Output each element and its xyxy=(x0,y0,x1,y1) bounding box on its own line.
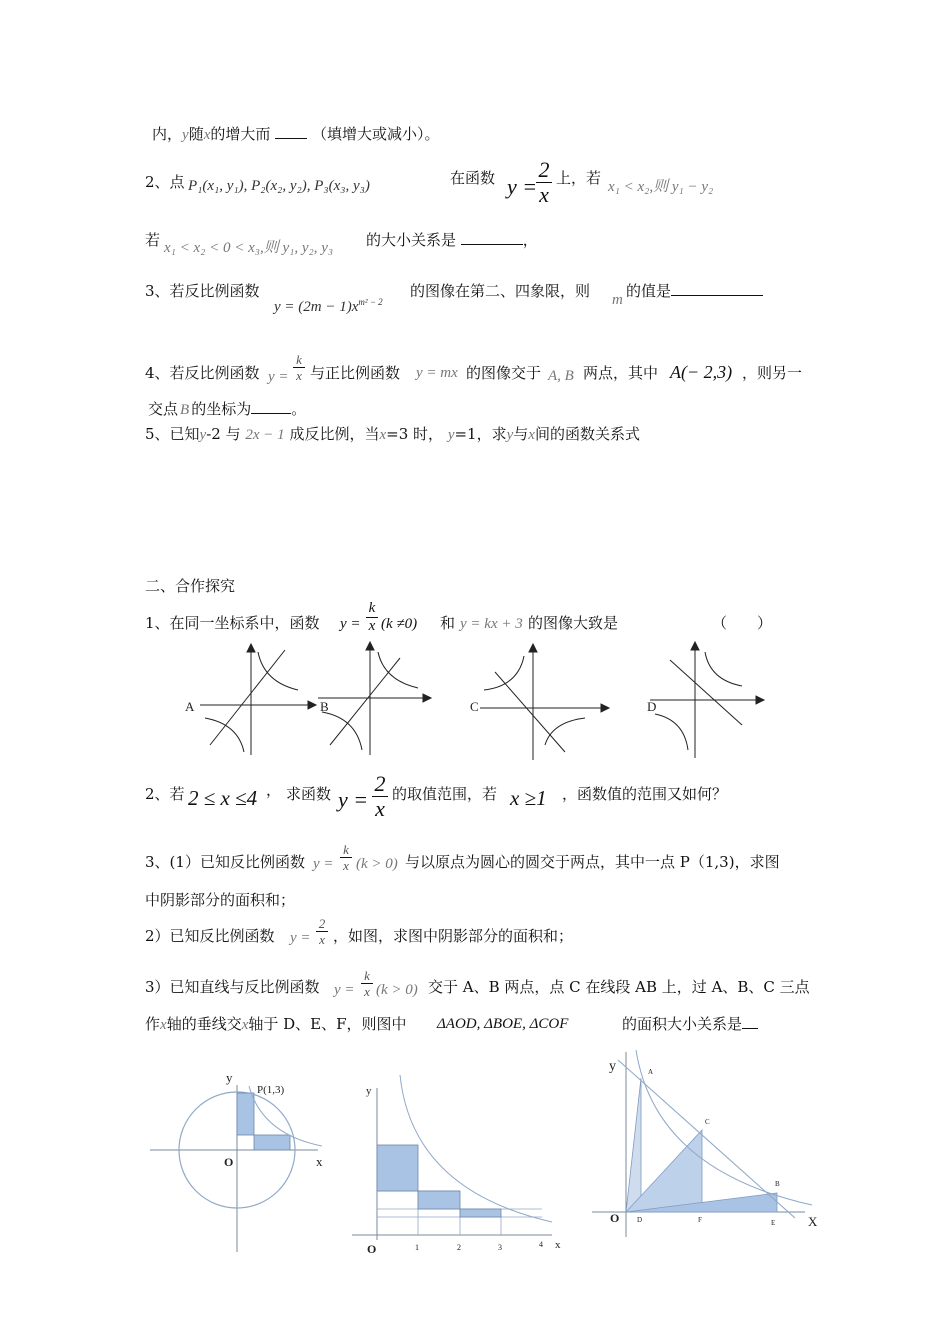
c2-range: 2 ≤ x ≤4 xyxy=(188,786,258,810)
c3-suffix: 与以原点为圆心的圆交于两点，其中一点 P（1,3)，求图 xyxy=(405,853,780,871)
fig1-origin-label: O xyxy=(224,1155,234,1169)
option-b-label: B xyxy=(320,699,329,714)
c1-label: 1、在同一坐标系中，函数 xyxy=(145,614,320,632)
c3-3-cond: (k > 0) xyxy=(376,982,418,998)
c3-3-label: 3）已知直线与反比例函数 xyxy=(145,978,320,996)
fig3-x-label: X xyxy=(808,1214,818,1229)
q2b-suffix: 的大小关系是 ， xyxy=(366,231,538,249)
section-heading: 二、合作探究 xyxy=(145,577,236,595)
c2-fraction: 2 x xyxy=(372,772,388,821)
q5-line: 5、已知y-2 与 2x − 1 成反比例，当x=3 时， y=1，求y与x间的函数关系式 xyxy=(145,425,640,443)
c3-2-fraction: 2 x xyxy=(316,916,328,947)
option-d-label: D xyxy=(647,699,657,714)
fig2-origin-label: O xyxy=(367,1242,377,1256)
c2-label: 2、若 xyxy=(145,785,185,803)
c2-suffix: ，函数值的范围又如何？ xyxy=(562,785,728,803)
q3-suffix: 的值是 xyxy=(626,281,763,301)
c3-cond: (k > 0) xyxy=(356,856,398,872)
fig3-e-label: E xyxy=(771,1219,776,1227)
c1-suffix: 的图像大致是 xyxy=(528,614,619,632)
c1-paren: （ ） xyxy=(712,614,773,632)
fig2-tick-4: 4 xyxy=(539,1240,543,1249)
q2-func-lhs: y = xyxy=(507,174,538,199)
q4-func2: y = mx xyxy=(416,365,458,381)
c3-4-line: 作x轴的垂线交x轴于 D、E、F，则图中 xyxy=(145,1015,407,1033)
c3-3-fraction: k x xyxy=(361,968,373,999)
q4-A: A(− 2,3) xyxy=(670,362,733,382)
c2-mid: 求函数 xyxy=(286,785,332,803)
q2-on: 上，若 xyxy=(556,169,602,187)
c1-fraction: k x xyxy=(366,600,378,635)
c3-4-triangles: ΔAOD, ΔBOE, ΔCOF xyxy=(437,1016,569,1032)
c1-func2: y = kx + 3 xyxy=(460,616,523,632)
q2b-line: 若 xyxy=(145,231,161,249)
option-c-label: C xyxy=(470,699,479,714)
fig1-p-label: P(1,3) xyxy=(257,1084,285,1096)
c3-4-suffix: 的面积大小关系是 xyxy=(622,1014,758,1034)
fig3-a-label: A xyxy=(648,1068,654,1076)
c3-2-suffix: ，如图，求图中阴影部分的面积和； xyxy=(333,927,574,945)
q4-end: ，则另一 xyxy=(742,364,803,382)
c3b: 中阴影部分的面积和； xyxy=(145,891,296,909)
q2-points: P₁(x₁, y₁), P₂(x₂, y₂), P₃(x₃, y₃) xyxy=(188,178,370,194)
fig3-y-label: y xyxy=(609,1059,616,1074)
fig1-x-label: x xyxy=(316,1154,323,1169)
q3-func: $y = (2m - 1)x^{m^2 - 2}$ xyxy=(274,297,383,315)
q2-fraction: 2 x xyxy=(536,158,552,207)
fig3-c-label: C xyxy=(705,1118,710,1126)
fig2-tick-3: 3 xyxy=(498,1243,502,1252)
c3-label: 3、(1）已知反比例函数 xyxy=(145,853,305,871)
fig2-y-label: y xyxy=(366,1085,372,1097)
fig3-d-label: D xyxy=(637,1216,643,1224)
q4-label: 4、若反比例函数 xyxy=(145,364,260,382)
fig3-origin-label: O xyxy=(610,1211,620,1225)
c3-2-lhs: y = xyxy=(290,930,311,946)
c1-cond: (k ≠0) xyxy=(381,616,418,632)
c2-lhs: y = xyxy=(338,787,369,812)
q2b-cond: x₁ < x₂ < 0 < x₃,则 y₁, y₂, y₃ xyxy=(164,240,334,256)
fig1-y-label: y xyxy=(226,1070,233,1085)
fig3-b-label: B xyxy=(775,1180,780,1188)
fig2-tick-1: 1 xyxy=(415,1243,419,1252)
c3-3-lhs: y = xyxy=(334,982,355,998)
q2-cond1: x₁ < x₂,则 y₁ − y₂ xyxy=(608,179,714,195)
fig2-tick-2: 2 xyxy=(457,1243,461,1252)
c3-2-label: 2）已知反比例函数 xyxy=(145,927,275,945)
q3-mid: 的图像在第二、四象限，则 xyxy=(410,282,591,300)
fig2-x-label: x xyxy=(555,1239,561,1251)
line-inner: 内，y随x的增大而 （填增大或减小）。 xyxy=(152,125,440,143)
q4-mid2: 的图像交于 xyxy=(466,364,542,382)
q3-label: 3、若反比例函数 xyxy=(145,282,260,300)
q4-pts: A, B xyxy=(548,368,574,384)
q4-mid1: 与正比例函数 xyxy=(310,364,401,382)
q3-var: m xyxy=(612,292,623,308)
q4-mid3: 两点，其中 xyxy=(583,364,659,382)
q4-fraction: k x xyxy=(293,352,305,383)
c1-mid: 和 xyxy=(440,614,456,632)
c2-comma: ， xyxy=(266,781,282,799)
q2-line: 2、点 xyxy=(145,173,185,191)
c3-fraction: k x xyxy=(340,842,352,873)
c2-cond: x ≥1 xyxy=(510,786,547,810)
q2-mid: 在函数 xyxy=(450,169,496,187)
option-a-label: A xyxy=(185,699,195,714)
q4-lhs: y = xyxy=(268,369,289,385)
q4b-line: 交点 B 的坐标为 。 xyxy=(148,400,307,418)
c3-3-suffix: 交于 A、B 两点，点 C 在线段 AB 上，过 A、B、C 三点 xyxy=(428,978,810,996)
c3-lhs: y = xyxy=(313,856,334,872)
c1-lhs: y = xyxy=(340,616,361,632)
c2-mid2: 的取值范围，若 xyxy=(392,785,498,803)
fig3-f-label: F xyxy=(698,1216,702,1224)
